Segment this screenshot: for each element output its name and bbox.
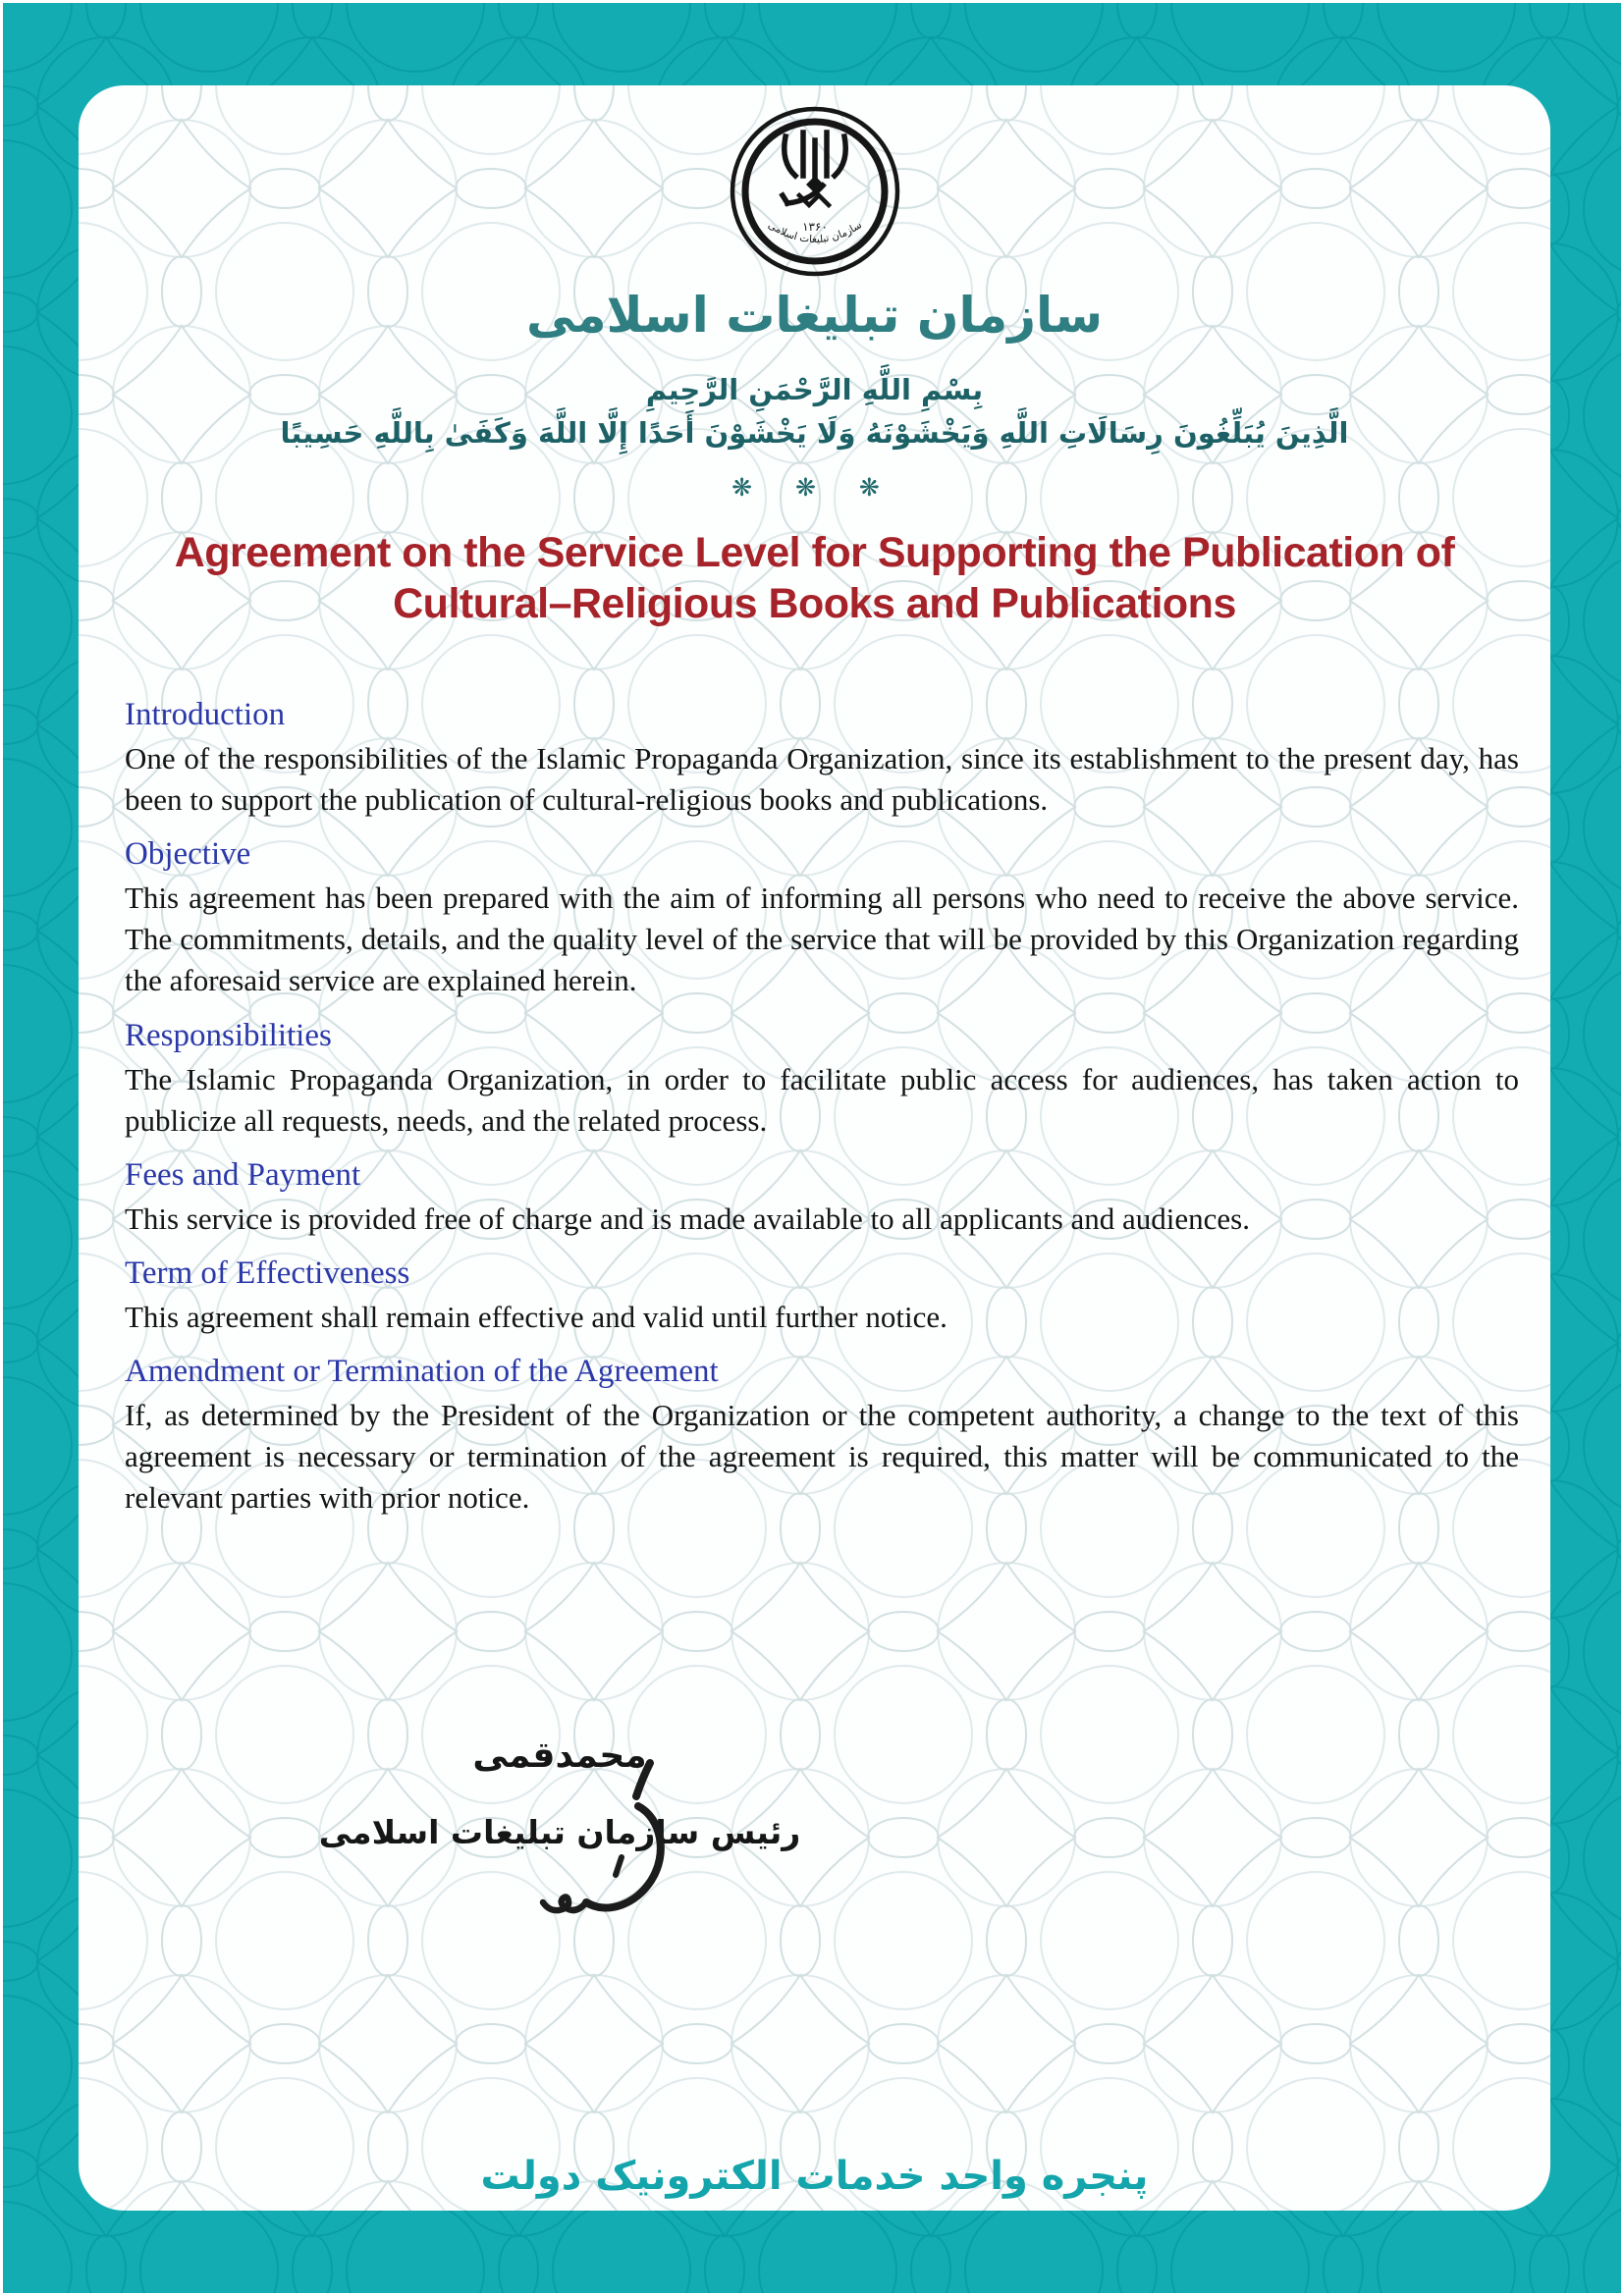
section-responsibilities xyxy=(125,1018,1519,1142)
section-heading: Term of Effectiveness xyxy=(125,1255,410,1291)
organization-calligraphy: سازمان تبلیغات اسلامی xyxy=(525,287,1103,344)
section-body: This agreement has been prepared with the aim of informing all persons who need to receive the above service. The commitments, details, and the quality level of the service that will be provided by this Organization regarding the aforesaid service are explained herein. xyxy=(125,881,1519,998)
section-introduction xyxy=(125,697,1519,821)
section-heading: Responsibilities xyxy=(125,1017,332,1053)
quran-verse-text: الَّذِينَ يُبَلِّغُونَ رِسَالَاتِ اللَّهِ وَيَخْشَوْنَهُ وَلَا يَخْشَوْنَ أَحَدًا إِلَّا اللَّهَ وَكَفَىٰ بِاللَّهِ حَسِيبًا xyxy=(280,416,1349,450)
emblem-arc-text: سازمان تبلیغات اسلامی xyxy=(765,219,864,246)
agreement-sections xyxy=(125,697,1519,1520)
footer-egov-slogan: پنجره واحد خدمات الکترونیک دولت xyxy=(480,2154,1149,2199)
document-sheet xyxy=(79,85,1550,2211)
section-term-of-effectiveness xyxy=(125,1255,1519,1338)
section-heading: Objective xyxy=(125,836,251,873)
document-title-line1: Agreement on the Service Level for Supporting the Publication of xyxy=(174,529,1455,576)
emblem-container xyxy=(79,105,1550,283)
document-title xyxy=(79,527,1550,630)
signer-name: محمدقمی xyxy=(472,1735,647,1776)
section-heading: Amendment or Termination of the Agreement xyxy=(125,1354,719,1389)
section-body: If, as determined by the President of the Organization or the competent authority, a change to the text of this agreement is necessary or termination of the agreement is required, this matter will be communicated to the relevant parties with prior notice. xyxy=(125,1397,1519,1516)
bismillah-text: بِسْمِ اللَّهِ الرَّحْمَنِ الرَّحِيمِ xyxy=(645,373,984,406)
islamic-propaganda-organization-emblem-icon xyxy=(729,105,901,278)
section-body: One of the responsibilities of the Islamic Propaganda Organization, since its establishment to the present day, has been to support the publication of cultural-religious books and publications. xyxy=(125,740,1519,817)
flower-asterisk-ornament: ❋ ❋ ❋ xyxy=(731,473,897,502)
section-body: This agreement shall remain effective and valid until further notice. xyxy=(125,1299,947,1334)
emblem-year: ۱۳۶۰ xyxy=(801,220,828,234)
allah-kufic-monogram-icon xyxy=(783,133,845,205)
section-heading: Introduction xyxy=(125,696,286,732)
section-amendment-or-termination xyxy=(125,1354,1519,1519)
document-title-line2: Cultural–Religious Books and Publications xyxy=(393,580,1236,628)
handwritten-signature-icon xyxy=(535,1755,702,1942)
section-fees-and-payment xyxy=(125,1157,1519,1240)
signer-title: رئیس سازمان تبلیغات اسلامی xyxy=(318,1813,801,1851)
section-heading: Fees and Payment xyxy=(125,1156,361,1193)
section-body: The Islamic Propaganda Organization, in order to facilitate public access for audiences, has taken action to publicize all requests, needs, and the related process. xyxy=(125,1061,1519,1138)
section-objective xyxy=(125,836,1519,1001)
section-body: This service is provided free of charge and is made available to all applicants and audiences. xyxy=(125,1201,1250,1236)
